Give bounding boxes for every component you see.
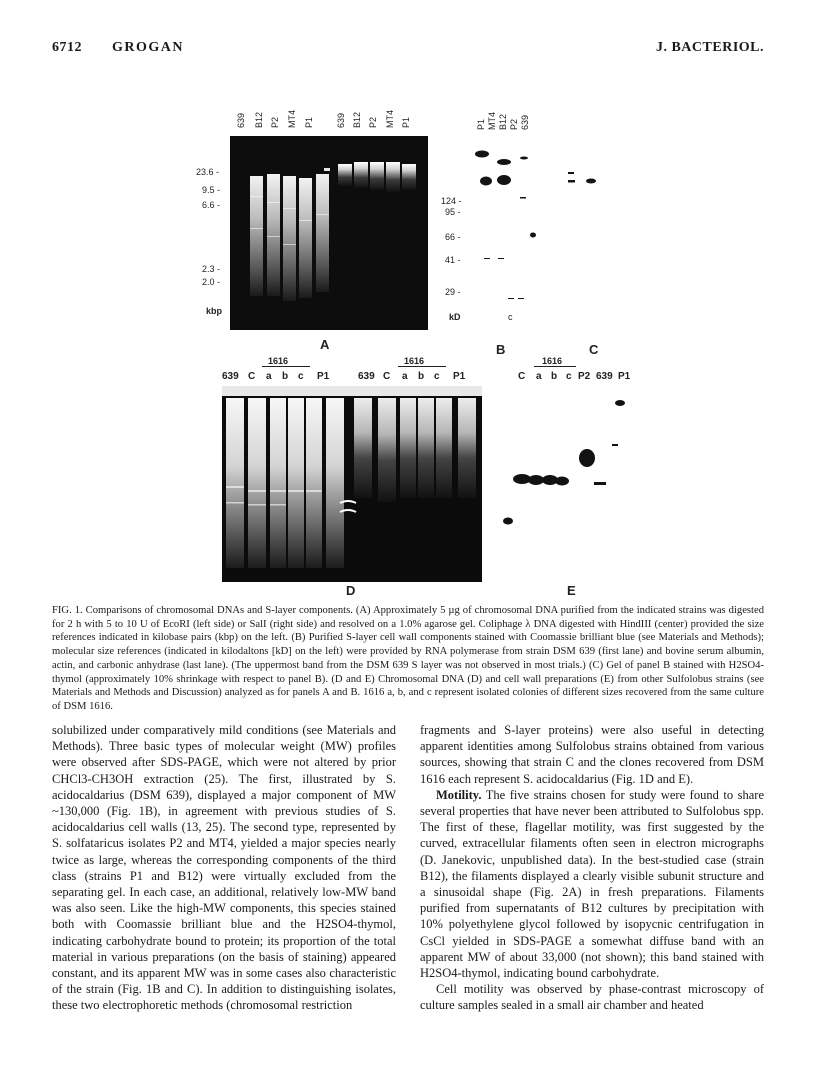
lane-label: P1 — [618, 371, 631, 382]
lane-label: 639 — [236, 112, 246, 128]
group-label: 1616 — [542, 356, 563, 366]
lane-label: C — [383, 371, 391, 382]
group-label: 1616 — [268, 356, 289, 366]
figure-caption: FIG. 1. Comparisons of chromosomal DNAs and S-layer components. (A) Approximately 5 µg of chromosomal DNA purified from the indicated strains was digested for 2 h with 5 to 10 U of EcoRI (left side) or SalI (right side) and resolved on a 1.0% agarose gel. Coliphage λ DNA digested with HindIII (center) provided the size references indicated in kilobase pairs (kbp) on the left. (B) Purified S-layer cell wall components stained with Coomassie brilliant blue (see Materials and Methods); molecular size references (indicated in kilodaltons [kD] on the left) were provided by RNA polymerase from strain DSM 639 (first lane) and bovine serum albumin, actin, and carbonic anhydrase (last lane). (The uppermost band from the DSM 639 S layer was not observed in most trials.) (C) Gel of panel B stained with H2SO4-thymol (approximately 10% shrinkage with respect to panel B). (D and E) Chromosomal DNA (D) and cell wall preparations (E) from other Sulfolobus strains (see Materials and Methods and Discussion) analyzed as for panels A and B. 1616 a, b, and c represent isolated colonies of different sizes recovered from the same culture of DSM 1616. — [52, 605, 764, 712]
panel-letter-d: D — [346, 583, 356, 598]
lane-label: a — [402, 371, 408, 382]
size-unit: kD — [449, 312, 461, 322]
lane-label: P1 — [304, 116, 314, 128]
lane-label: 639 — [336, 112, 346, 128]
body-column-left — [52, 722, 396, 1014]
size-marker: 95 - — [445, 207, 461, 217]
size-marker: 9.5 - — [202, 185, 221, 195]
lane-label: C — [248, 371, 256, 382]
body-paragraph: solubilized under comparatively mild conditions (see Materials and Methods). Three basic types of molecular weight (MW) profiles were observed after SDS-PAGE, which were not altered by prior CHCl3-CH3OH extraction (25). The first, illustrated by S. acidocaldarius (DSM 639), displayed a major component of MW ~130,000 (Fig. 1B), in agreement with previous studies of S. acidocaldarius cell walls (13, 25). The second type, represented by S. solfataricus isolates P2 and MT4, yielded a major species nearly twice as large, whereas the corresponding components of the third class (strains P1 and B12) were virtually excluded from the separating gel. In each case, an additional, relatively low-MW band was also seen. Like the high-MW components, this species stained both with Coomassie brilliant blue and the H2SO4-thymol, indicating carbohydrate bound to protein; its proportion of the total material in various preparations (on the basis of staining) appeared constant, and its apparent MW was in some cases also characteristic of the strain (Fig. 1B and C). In addition to distinguishing isolates, these two electrophoretic methods (chromosomal restriction — [52, 723, 396, 1013]
body-paragraph: fragments and S-layer proteins) were also useful in detecting apparent identities among Sulfolobus strains obtained from various sources, showing that strain C and the clones recovered from DSM 1616 each represent S. acidocaldarius (Fig. 1D and E). — [420, 723, 764, 786]
panel-e-gel-image — [498, 388, 638, 538]
group-label: 1616 — [404, 356, 425, 366]
running-author: GROGAN — [112, 40, 184, 55]
lane-label: 639 — [222, 371, 239, 382]
group-underline — [534, 366, 576, 367]
panel-letter-c: C — [589, 342, 599, 357]
lane-label: a — [536, 371, 542, 382]
body-paragraph-motility — [420, 787, 764, 981]
size-marker: 2.0 - — [202, 277, 221, 287]
panel-c-gel-image — [560, 160, 610, 200]
lane-label: P1 — [476, 118, 486, 130]
lane-label: a — [266, 371, 272, 382]
lane-label: P2 — [270, 116, 280, 128]
body-paragraph: Cell motility was observed by phase-contrast microscopy of culture samples sealed in a small air chamber and heated — [420, 982, 764, 1013]
lane-label: MT4 — [487, 112, 497, 130]
page-number: 6712 — [52, 40, 82, 55]
size-marker: 66 - — [445, 232, 461, 242]
lane-label: P2 — [509, 118, 519, 130]
lane-label: P1 — [401, 116, 411, 128]
size-marker: 23.6 - — [196, 167, 220, 177]
lane-label: P1 — [317, 371, 330, 382]
panel-b-gel-image — [470, 138, 550, 318]
lane-label: c — [298, 371, 304, 382]
group-underline — [262, 366, 310, 367]
lane-label: P2 — [578, 371, 591, 382]
lane-label: P1 — [453, 371, 466, 382]
lane-label: 639 — [596, 371, 613, 382]
lane-label: B12 — [352, 111, 362, 128]
lane-label: c — [434, 371, 440, 382]
panel-d-gel-image — [222, 386, 482, 582]
lane-label: C — [518, 371, 526, 382]
section-heading-motility: Motility. — [436, 787, 482, 802]
journal-name: J. BACTERIOL. — [655, 40, 764, 55]
size-unit: kbp — [206, 306, 223, 316]
lane-label: P2 — [368, 116, 378, 128]
size-marker: 41 - — [445, 255, 461, 265]
lane-label: MT4 — [287, 110, 297, 128]
panel-letter-a: A — [320, 337, 330, 352]
size-marker: 6.6 - — [202, 200, 221, 210]
lane-label: b — [551, 371, 558, 382]
body-column-right — [420, 722, 764, 1014]
size-marker: 124 - — [441, 196, 462, 206]
lane-label: B12 — [254, 111, 264, 128]
lane-label: b — [418, 371, 425, 382]
lane-label: 639 — [358, 371, 375, 382]
panel-letter-b: B — [496, 342, 506, 357]
panel-a-gel-image — [230, 136, 428, 330]
lane-label: MT4 — [385, 110, 395, 128]
panel-letter-e: E — [567, 583, 576, 598]
lane-label: B12 — [498, 113, 508, 130]
group-underline — [398, 366, 446, 367]
motility-text: The five strains chosen for study were found to share several properties that have never been attributed to Sulfolobus spp. The first of these, flagellar motility, was first suggested by the curved, extracellular filaments often seen in electron micrographs (D. Janekovic, unpublished data). In the best-studied case (strain B12), the filaments displayed a clearly visible subunit structure and a sinusoidal shape (Fig. 2A) in fresh preparations. Filaments purified from supernatants of B12 cultures by precipitation with 10% polyethylene glycol followed by isopycnic centrifugation in CsCl yielded in SDS-PAGE a somewhat diffuse band with an apparent MW of about 33,000 (not shown); this band stained with H2SO4-thymol, indicating bound carbohydrate. — [420, 787, 764, 981]
lane-label: c — [566, 371, 572, 382]
panel-b-annotation: c — [508, 312, 513, 322]
size-marker: 29 - — [445, 287, 461, 297]
size-marker: 2.3 - — [202, 264, 221, 274]
lane-label: 639 — [520, 114, 530, 130]
lane-label: b — [282, 371, 289, 382]
